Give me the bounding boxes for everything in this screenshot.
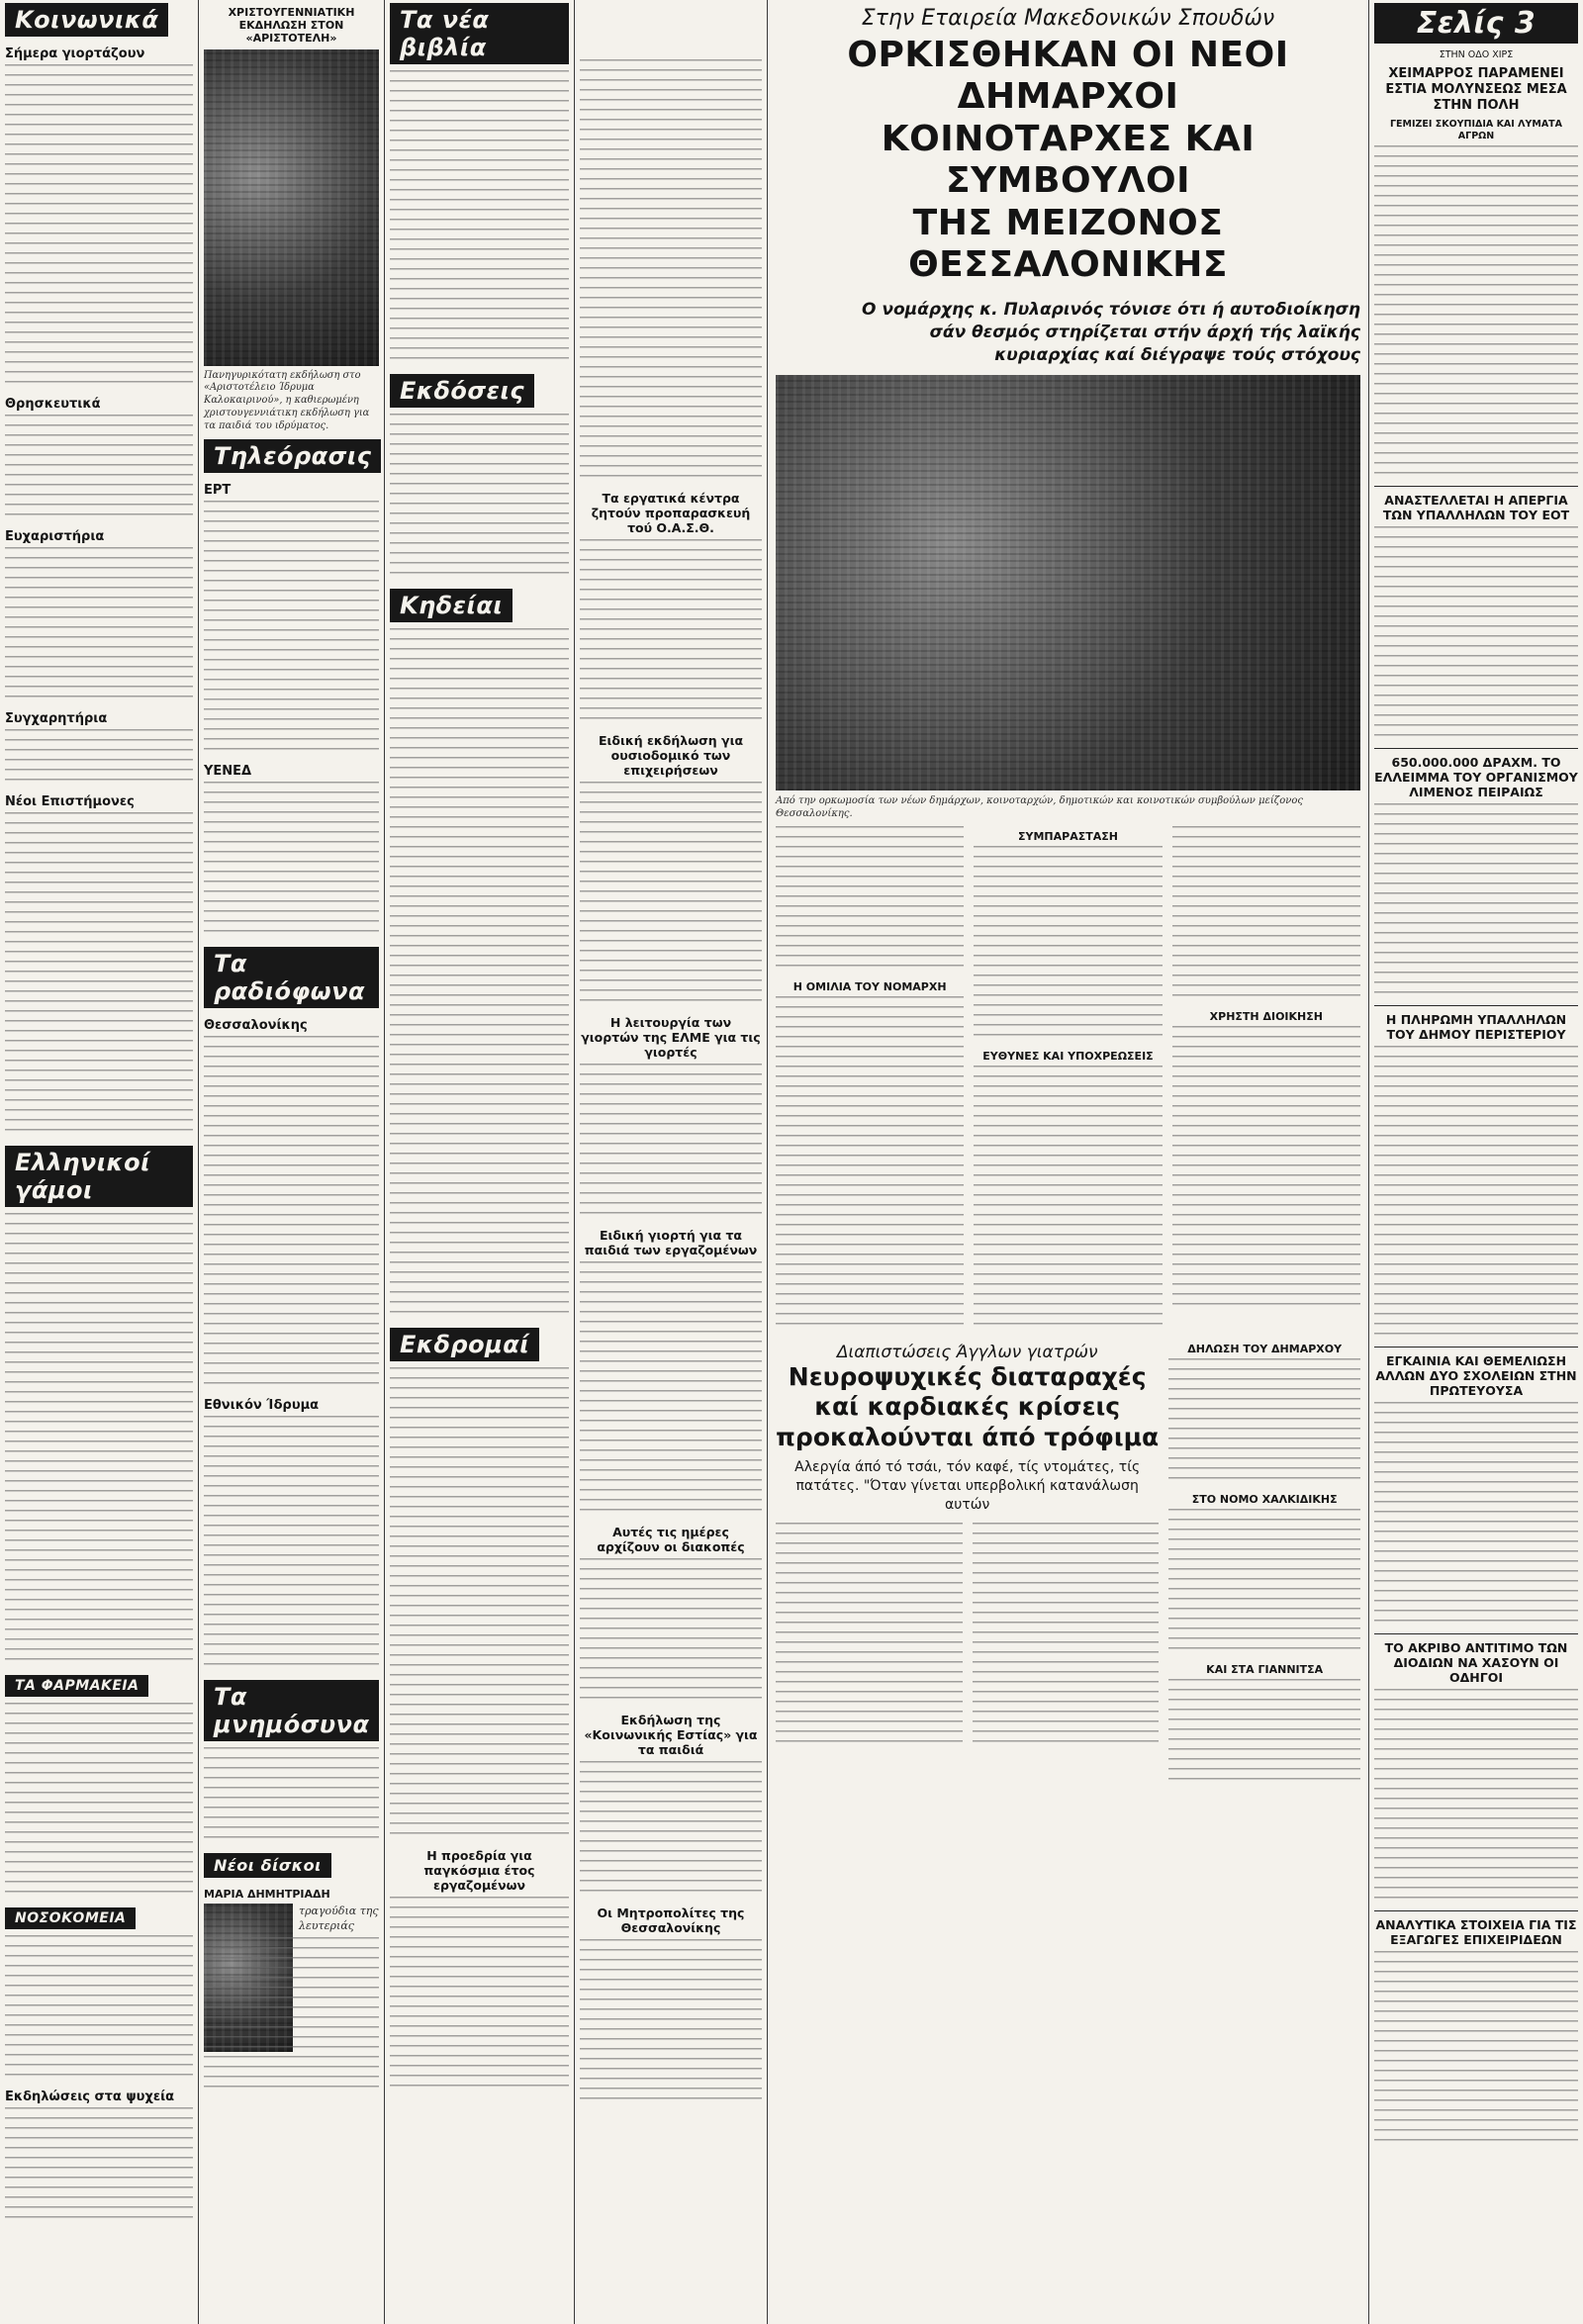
text-block: [1168, 1509, 1360, 1657]
column-main-story: [768, 0, 1368, 2324]
aytes-headline: Αυτές τις ημέρες αρχίζουν οι διακοπές: [597, 1525, 745, 1554]
text-block: [1374, 1689, 1578, 1906]
main-subheadline: Ο νομάρχης κ. Πυλαρινός τόνισε ότι ή αυτοδιοίκηση σάν θεσμός στηρίζεται στήν άρχή τής λαϊκής κυριαρχίας καί διέγραψε τούς στόχους: [862, 299, 1360, 365]
text-block: [1374, 1046, 1578, 1343]
column-social: [0, 0, 198, 2324]
plhromh-headline: Η ΠΛΗΡΩΜΗ ΥΠΑΛΛΗΛΩΝ ΤΟΥ ΔΗΜΟΥ ΠΕΡΙΣΤΕΡΙΟΥ: [1385, 1011, 1567, 1042]
subhead-ethniko: Εθνικόν Ίδρυμα: [204, 1398, 320, 1414]
text-block: [204, 1747, 379, 1846]
akrivo-headline: ΤΟ ΑΚΡΙΒΟ ΑΝΤΙΤΙΜΟ ΤΩΝ ΔΙΟΔΙΩΝ ΝΑ ΧΑΣΟΥΝ ΟΙ ΟΔΗΓΟΙ: [1384, 1639, 1568, 1685]
subhead-ert: ΕΡΤ: [204, 483, 232, 499]
mhtropolites-headline: Οι Μητροπολίτες της Θεσσαλονίκης: [597, 1906, 745, 1935]
ekdhlwsh-headline: Εκδήλωση της «Κοινωνικής Εστίας» για τα παιδιά: [584, 1713, 758, 1757]
text-block: [1168, 1679, 1360, 1788]
event-photo: [204, 49, 379, 366]
section-mnimosyna: Τα μνημόσυνα: [204, 1680, 379, 1741]
text-block: [5, 415, 193, 523]
text-block: [1168, 1358, 1360, 1487]
text-block: [580, 1761, 762, 1900]
xeimarros-sub: ΓΕΜΙΖΕΙ ΣΚΟΥΠΙΔΙΑ ΚΑΙ ΛΥΜΑΤΑ ΑΓΡΩΝ: [1389, 119, 1562, 141]
neuro-headline-2: καί καρδιακές κρίσεις: [814, 1392, 1121, 1422]
section-koinonika: Κοινωνικά: [5, 3, 168, 37]
text-block: [1374, 1402, 1578, 1629]
text-block: [580, 1064, 762, 1222]
organosi-headline: Τα εργατικά κέντρα ζητούν προπαρασκευή τού Ο.Α.Σ.Θ.: [591, 491, 751, 535]
text-block: [5, 2107, 193, 2226]
section-radiofwna: Τα ραδιόφωνα: [204, 947, 379, 1008]
text-block: [580, 59, 762, 485]
section-ekdromai: Εκδρομαί: [390, 1328, 539, 1361]
section-farmakeia: ΤΑ ΦΑΡΜΑΚΕΙΑ: [5, 1675, 148, 1697]
text-block: [390, 1367, 569, 1842]
text-block: [390, 628, 569, 1321]
text-block: [5, 547, 193, 705]
text-block: [776, 826, 964, 975]
text-block: [5, 812, 193, 1139]
xeimarros-kicker: ΣΤΗΝ ΟΔΟ ΧΙΡΣ: [1439, 49, 1514, 60]
subhead-symparastasi: ΣΥΜΠΑΡΑΣΤΑΣΗ: [1018, 829, 1118, 843]
neuro-subhead: Αλεργία άπό τό τσάι, τόν καφέ, τίς ντομάτες, τίς πατάτες. "Όταν γίνεται υπερβολική κατανάλωση αυτών: [794, 1459, 1141, 1513]
subhead-efxaristhria: Ευχαριστήρια: [5, 529, 105, 544]
text-block: [1172, 1026, 1360, 1313]
section-neoi-diskoi: Νέοι δίσκοι: [204, 1853, 331, 1878]
text-block: [204, 1036, 379, 1392]
main-body-col: [974, 824, 1162, 1337]
record-artist: ΜΑΡΙΑ ΔΗΜΗΤΡΙΑΔΗ: [204, 1888, 330, 1902]
subhead-dhlosi: ΔΗΛΩΣΗ ΤΟΥ ΔΗΜΑΡΧΟΥ: [1187, 1342, 1343, 1355]
text-block: [776, 1523, 963, 1750]
text-block: [5, 1703, 193, 1901]
section-ekdoseis: Εκδόσεις: [390, 374, 534, 408]
page-number-logo: Σελίς 3: [1374, 3, 1578, 44]
subhead-giannitsa: ΚΑΙ ΣΤΑ ΓΙΑΝΝΙΤΣΑ: [1206, 1662, 1324, 1676]
text-block: [580, 1261, 762, 1519]
main-photo-caption: Από την ορκωμοσία των νέων δημάρχων, κοινοταρχών, δημοτικών και κοινοτικών συμβούλων μείζονος Θεσσαλονίκης.: [776, 794, 1303, 819]
main-body-columns: [776, 824, 1360, 1337]
record-title: τραγούδια της λευτεριάς: [299, 1905, 379, 1932]
column-books-funerals: [385, 0, 574, 2324]
main-headline-1: ΟΡΚΙΣΘΗΚΑΝ ΟΙ ΝΕΟΙ ΔΗΜΑΡΧΟΙ: [847, 35, 1289, 118]
subhead-nomos: ΣΤΟ ΝΟΜΟ ΧΑΛΚΙΔΙΚΗΣ: [1191, 1492, 1338, 1506]
text-block: [5, 1213, 193, 1668]
divider: [1374, 1347, 1578, 1348]
event-headline: ΧΡΙΣΤΟΥΓΕΝΝΙΑΤΙΚΗ ΕΚΔΗΛΩΣΗ ΣΤΟΝ «ΑΡΙΣΤΟΤΕΛΗ»: [228, 6, 355, 46]
text-block: [580, 539, 762, 727]
text-block: [204, 1416, 379, 1673]
neuro-headline-3: προκαλούνται άπό τρόφιμα: [776, 1422, 1160, 1451]
text-block: [973, 1523, 1160, 1750]
text-block: [974, 846, 1162, 1044]
leitourgia-headline: Η λειτουργία των γιορτών της ΕΛΜΕ για τις γιορτές: [581, 1015, 761, 1060]
subhead-giortazoun: Σήμερα γιορτάζουν: [5, 46, 145, 61]
text-block: [776, 996, 964, 1333]
text-block: [1374, 526, 1578, 744]
section-tileorasi: Τηλεόρασις: [204, 439, 381, 473]
text-block: [5, 64, 193, 391]
text-block: [974, 1066, 1162, 1333]
divider: [1374, 1633, 1578, 1634]
subhead-ekdhlwseis: Εκδηλώσεις στα ψυχεία: [5, 2090, 175, 2104]
divider: [1374, 1005, 1578, 1006]
subhead-neoi-epistimones: Νέοι Επιστήμονες: [5, 794, 135, 809]
text-block: [204, 1937, 379, 2095]
column-news: [1369, 0, 1583, 2324]
egkainia-headline: ΕΓΚΑΙΝΙΑ ΚΑΙ ΘΕΜΕΛΙΩΣΗ ΑΛΛΩΝ ΔΥΟ ΣΧΟΛΕΙΩΝ ΣΤΗΝ ΠΡΩΤΕΥΟΥΣΑ: [1375, 1352, 1577, 1398]
text-block: [204, 782, 379, 940]
elleimma-headline: 650.000.000 ΔΡΑΧΜ. ΤΟ ΕΛΛΕΙΜΜΑ ΤΟΥ ΟΡΓΑΝΙΣΜΟΥ ΛΙΜΕΝΟΣ ΠΕΙΡΑΙΩΣ: [1374, 754, 1578, 799]
regional-story: [1168, 1337, 1360, 1792]
neuro-story: [776, 1337, 1159, 1792]
subhead-thrhskeftika: Θρησκευτικά: [5, 397, 101, 412]
neuro-body: [776, 1521, 1159, 1754]
section-nea-vivlia: Τα νέα βιβλία: [390, 3, 569, 64]
divider: [1374, 486, 1578, 487]
text-block: [580, 1939, 762, 2107]
apergia-headline: ΑΝΑΣΤΕΛΛΕΤΑΙ Η ΑΠΕΡΓΙΑ ΤΩΝ ΥΠΑΛΛΗΛΩΝ ΤΟΥ ΕΟΤ: [1382, 492, 1570, 522]
text-block: [1374, 803, 1578, 1001]
divider: [1374, 1910, 1578, 1911]
text-block: [1374, 1951, 1578, 2149]
text-block: [390, 70, 569, 367]
subhead-thessaloniki: Θεσσαλονίκης: [204, 1018, 308, 1034]
column-tv-radio: [199, 0, 384, 2324]
section-nosokomeia: ΝΟΣΟΚΟΜΕΙΑ: [5, 1907, 136, 1929]
neuro-kicker: Διαπιστώσεις Άγγλων γιατρών: [836, 1342, 1098, 1362]
main-headline-3: ΤΗΣ ΜΕΙΖΟΝΟΣ ΘΕΣΣΑΛΟΝΙΚΗΣ: [908, 202, 1228, 286]
subhead-syxarhthria: Συγχαρητήρια: [5, 711, 108, 726]
text-block: [1374, 145, 1578, 482]
proedria-headline: Η προεδρία για παγκόσμια έτος εργαζομένων: [423, 1848, 535, 1893]
divider: [1374, 748, 1578, 749]
main-headline-2: ΚΟΙΝΟΤΑΡΧΕΣ ΚΑΙ ΣΥΜΒΟΥΛΟΙ: [881, 118, 1256, 202]
subhead-xristi: ΧΡΗΣΤΗ ΔΙΟΙΚΗΣΗ: [1209, 1009, 1323, 1023]
text-block: [580, 1558, 762, 1707]
text-block: [5, 1935, 193, 2084]
xeimarros-headline: ΧΕΙΜΑΡΡΟΣ ΠΑΡΑΜΕΝΕΙ ΕΣΤΙΑ ΜΟΛΥΝΣΕΩΣ ΜΕΣΑ ΣΤΗΝ ΠΟΛΗ: [1385, 66, 1567, 113]
column-events: [575, 0, 767, 2324]
text-block: [390, 414, 569, 582]
main-body-col: [1172, 824, 1360, 1337]
section-gamoi: Ελληνικοί γάμοι: [5, 1146, 193, 1207]
eidiki-headline: Ειδική εκδήλωση για ουσιοδομικό των επιχειρήσεων: [598, 733, 744, 778]
text-block: [204, 501, 379, 758]
text-block: [580, 782, 762, 1009]
subhead-omilia: Η ΟΜΙΛΙΑ ΤΟΥ ΝΟΜΑΡΧΗ: [792, 979, 947, 993]
section-khdeiai: Κηδείαι: [390, 589, 512, 622]
event-caption: Πανηγυρικότατη εκδήλωση στο «Αριστοτέλειο Ίδρυμα Καλοκαιρινού», η καθιερωμένη χριστουγεννιάτικη εκδήλωση για τα παιδιά του ιδρύματος.: [204, 369, 370, 431]
text-block: [5, 729, 193, 789]
subhead-yened: ΥΕΝΕΔ: [204, 764, 252, 780]
secondary-story: [776, 1337, 1360, 1792]
neuro-headline-1: Νευροψυχικές διαταραχές: [788, 1361, 1147, 1391]
main-body-col: [776, 824, 964, 1337]
subhead-efthynes: ΕΥΘΥΝΕΣ ΚΑΙ ΥΠΟΧΡΕΩΣΕΙΣ: [982, 1049, 1154, 1063]
eidiki2-headline: Ειδική γιορτή για τα παιδιά των εργαζομένων: [584, 1228, 758, 1257]
text-block: [390, 1897, 569, 2094]
main-photo: [776, 375, 1360, 790]
analytika-headline: ΑΝΑΛΥΤΙΚΑ ΣΤΟΙΧΕΙΑ ΓΙΑ ΤΙΣ ΕΞΑΓΩΓΕΣ ΕΠΙΧΕΙΡΙΔΕΩΝ: [1375, 1916, 1577, 1947]
text-block: [1172, 826, 1360, 1004]
main-kicker: Στην Εταιρεία Μακεδονικών Σπουδών: [861, 6, 1275, 31]
